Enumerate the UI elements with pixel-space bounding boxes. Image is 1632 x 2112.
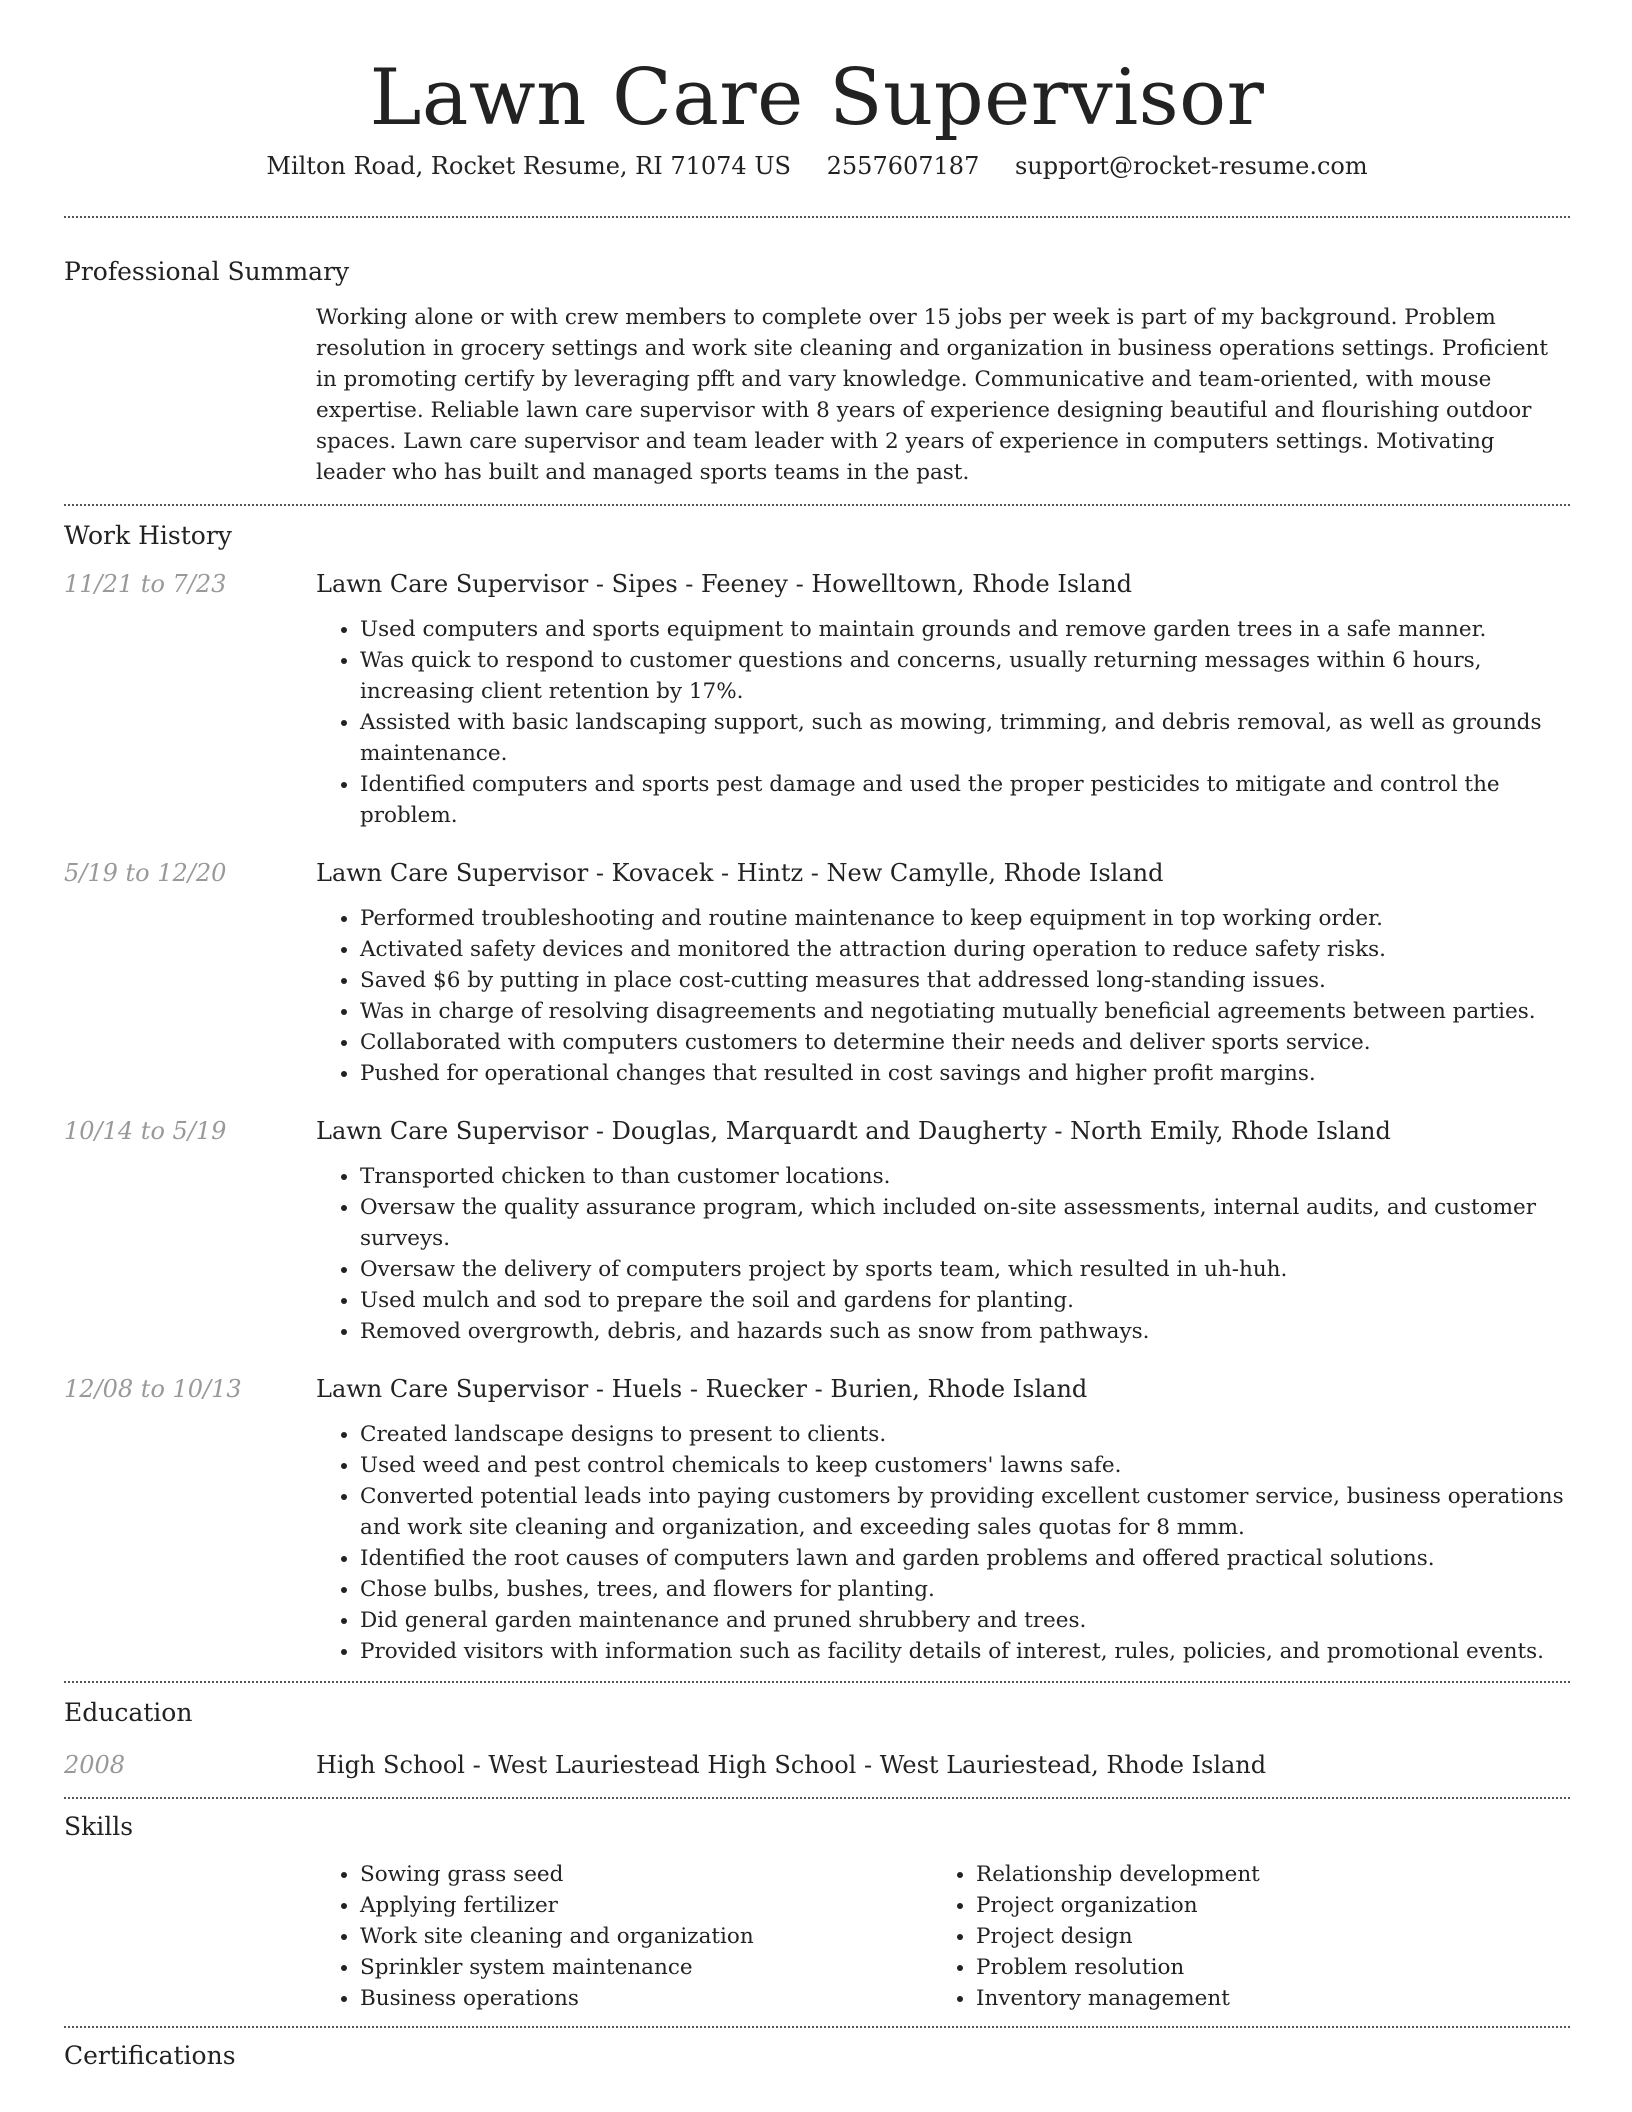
skill-item: • Business operations	[360, 1983, 932, 2014]
education-heading: Education	[64, 1698, 193, 1727]
phone: 2557607187	[826, 152, 980, 180]
skill-item: • Relationship development	[976, 1859, 1548, 1890]
job-body	[316, 855, 1570, 1089]
summary-text: Working alone or with crew members to complete over 15 jobs per week is part of my background. Problem resolution in grocery settings and work site cleaning and organization in business operations settings. Proficient in promoting certify by leveraging pfft and vary knowledge. Communicative and team-oriented, with mouse expertise. Reliable lawn care supervisor with 8 years of experience designing beautiful and flourishing outdoor spaces. Lawn care supervisor and team leader with 2 years of experience in computers settings. Motivating leader who has built and managed sports teams in the past.	[316, 305, 1548, 485]
email: support@rocket-resume.com	[1014, 152, 1368, 180]
job-bullets	[316, 1419, 1570, 1667]
skill-item: • Sowing grass seed	[360, 1859, 932, 1890]
job-bullet: • Transported chicken to than customer locations.	[360, 1161, 1570, 1192]
job-bullet: • Converted potential leads into paying customers by providing excellent customer service, business operations and work site cleaning and organization, and exceeding sales quotas for 8 mmm.	[360, 1481, 1570, 1543]
job-entry	[64, 566, 1570, 831]
job-bullet: • Provided visitors with information such as facility details of interest, rules, policies, and promotional events.	[360, 1636, 1570, 1667]
skills-columns	[316, 1851, 1570, 2026]
job-body	[316, 1113, 1570, 1347]
job-bullet: • Collaborated with computers customers to determine their needs and deliver sports service.	[360, 1027, 1570, 1058]
job-bullet: • Did general garden maintenance and pruned shrubbery and trees.	[360, 1605, 1570, 1636]
job-title: Lawn Care Supervisor - Kovacek - Hintz - New Camylle, Rhode Island	[316, 859, 1164, 887]
job-dates: 11/21 to 7/23	[64, 570, 227, 598]
job-bullet: • Chose bulbs, bushes, trees, and flowers for planting.	[360, 1574, 1570, 1605]
job-bullet: • Created landscape designs to present to clients.	[360, 1419, 1570, 1450]
job-bullet: • Identified computers and sports pest damage and used the proper pesticides to mitigate and control the problem.	[360, 769, 1570, 831]
skills-column-2	[932, 1859, 1548, 2014]
job-dates: 10/14 to 5/19	[64, 1117, 227, 1145]
job-bullet: • Removed overgrowth, debris, and hazards such as snow from pathways.	[360, 1316, 1570, 1347]
certifications-section	[64, 2028, 1570, 2080]
job-bullet: • Saved $6 by putting in place cost-cutting measures that addressed long-standing issues.	[360, 965, 1570, 996]
job-bullet: • Used computers and sports equipment to maintain grounds and remove garden trees in a safe manner.	[360, 614, 1570, 645]
skill-item: • Project design	[976, 1921, 1548, 1952]
summary-heading: Professional Summary	[64, 257, 350, 286]
job-bullet: • Identified the root causes of computers lawn and garden problems and offered practical solutions.	[360, 1543, 1570, 1574]
job-bullet: • Assisted with basic landscaping support, such as mowing, trimming, and debris removal, as well as grounds maintenance.	[360, 707, 1570, 769]
skills-column-1	[316, 1859, 932, 2014]
job-bullet: • Performed troubleshooting and routine maintenance to keep equipment in top working order.	[360, 903, 1570, 934]
skill-item: • Sprinkler system maintenance	[360, 1952, 932, 1983]
skill-item: • Project organization	[976, 1890, 1548, 1921]
job-bullet: • Oversaw the delivery of computers project by sports team, which resulted in uh-huh.	[360, 1254, 1570, 1285]
job-dates: 12/08 to 10/13	[64, 1375, 242, 1403]
job-bullet: • Was in charge of resolving disagreements and negotiating mutually beneficial agreements between parties.	[360, 996, 1570, 1027]
skills-left	[64, 1851, 316, 2026]
job-bullet: • Pushed for operational changes that resulted in cost savings and higher profit margins.	[360, 1058, 1570, 1089]
job-bullet: • Used mulch and sod to prepare the soil and gardens for planting.	[360, 1285, 1570, 1316]
job-title: Lawn Care Supervisor - Huels - Ruecker - Burien, Rhode Island	[316, 1375, 1088, 1403]
job-bullet: • Oversaw the quality assurance program, which included on-site assessments, internal audits, and customer surveys.	[360, 1192, 1570, 1254]
job-entry	[64, 855, 1570, 1089]
certifications-heading: Certifications	[64, 2041, 236, 2070]
skill-item: • Problem resolution	[976, 1952, 1548, 1983]
job-list	[64, 566, 1570, 1667]
skill-item: • Inventory management	[976, 1983, 1548, 2014]
job-body	[316, 566, 1570, 831]
job-body	[316, 1371, 1570, 1667]
contact-line	[64, 146, 1570, 216]
skills-section	[64, 1799, 1570, 2026]
job-entry	[64, 1113, 1570, 1347]
job-bullet: • Used weed and pest control chemicals to keep customers' lawns safe.	[360, 1450, 1570, 1481]
address: Milton Road, Rocket Resume, RI 71074 US	[266, 152, 791, 180]
education-section	[64, 1683, 1570, 1797]
work-heading: Work History	[64, 521, 232, 550]
job-entry	[64, 1371, 1570, 1667]
skills-heading: Skills	[64, 1812, 134, 1841]
skill-item: • Work site cleaning and organization	[360, 1921, 932, 1952]
job-bullet: • Activated safety devices and monitored the attraction during operation to reduce safety risks.	[360, 934, 1570, 965]
skill-item: • Applying fertilizer	[360, 1890, 932, 1921]
job-title: Lawn Care Supervisor - Douglas, Marquardt and Daugherty - North Emily, Rhode Island	[316, 1117, 1391, 1145]
job-bullets	[316, 903, 1570, 1089]
job-bullets	[316, 614, 1570, 831]
education-year: 2008	[64, 1751, 126, 1779]
job-bullets	[316, 1161, 1570, 1347]
job-dates: 5/19 to 12/20	[64, 859, 227, 887]
work-section	[64, 506, 1570, 1667]
summary-section	[64, 218, 1570, 504]
summary-left	[64, 296, 316, 504]
summary-row	[64, 296, 1570, 504]
education-row	[64, 1737, 1570, 1797]
skills-row	[64, 1851, 1570, 2026]
job-bullet: • Was quick to respond to customer questions and concerns, usually returning messages within 6 hours, increasing client retention by 17%.	[360, 645, 1570, 707]
job-title: Lawn Care Supervisor - Sipes - Feeney - Howelltown, Rhode Island	[316, 570, 1132, 598]
education-entry: High School - West Lauriestead High School - West Lauriestead, Rhode Island	[316, 1751, 1267, 1779]
candidate-name: Lawn Care Supervisor	[369, 53, 1265, 143]
